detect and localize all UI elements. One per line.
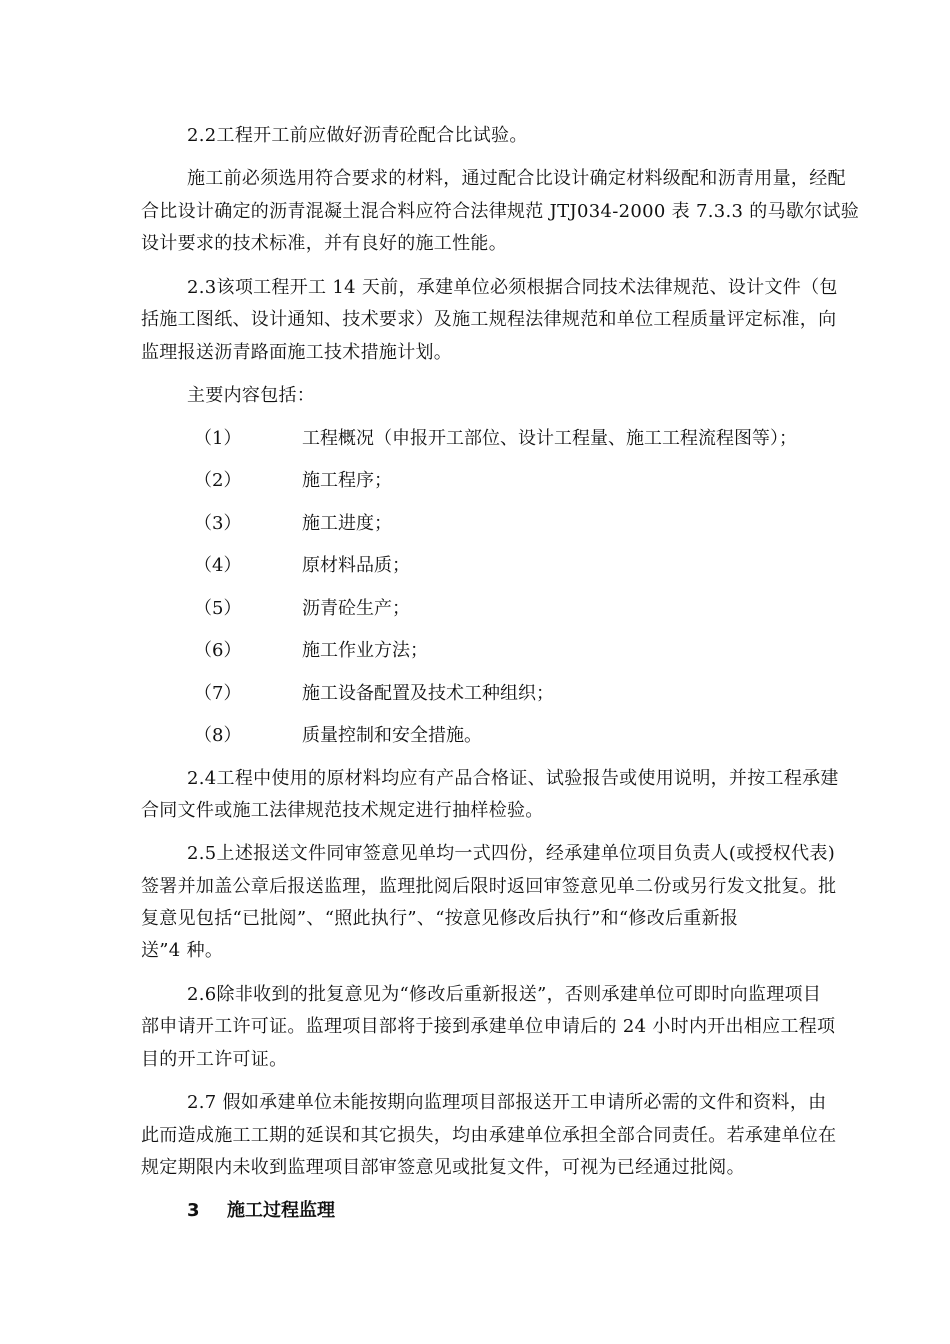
paragraph-2-3-line-3: 监理报送沥青路面施工技术措施计划。 [141, 342, 453, 363]
list-item-text: 工程概况（申报开工部位、设计工程量、施工工程流程图等）； [302, 428, 797, 449]
paragraph-2-7-line-3: 规定期限内未收到监理项目部审签意见或批复文件，可视为已经通过批阅。 [141, 1157, 745, 1178]
paragraph-2-7-line-1: 2.7 假如承建单位未能按期向监理项目部报送开工申请所必需的文件和资料，由 [187, 1092, 827, 1113]
paragraph-2-2b-line-2: 合比设计确定的沥青混凝土混合料应符合法律规范 JTJ034-2000 表 7.3.3 的马歇尔试验 [141, 201, 860, 222]
list-item [194, 427, 797, 451]
list-item-text: 施工进度； [302, 513, 392, 534]
section-number: 3 [187, 1200, 200, 1221]
list-item-text: 沥青砼生产； [302, 598, 410, 619]
list-item [194, 469, 392, 493]
list-item-number: （8） [194, 725, 242, 746]
paragraph-2-3-line-1: 2.3该项工程开工 14 天前，承建单位必须根据合同技术法律规范、设计文件（包 [187, 277, 838, 298]
list-item-text: 原材料品质； [302, 555, 410, 576]
list-item-number: （3） [194, 513, 242, 534]
paragraph-2-6-line-1: 2.6除非收到的批复意见为“修改后重新报送”，否则承建单位可即时向监理项目 [187, 984, 822, 1005]
list-item-number: （7） [194, 683, 242, 704]
paragraph-2-7-line-2: 此而造成施工工期的延误和其它损失，均由承建单位承担全部合同责任。若承建单位在 [141, 1125, 837, 1146]
list-item-text: 施工作业方法； [302, 640, 428, 661]
paragraph-2-3-line-2: 括施工图纸、设计通知、技术要求）及施工规程法律规范和单位工程质量评定标准，向 [141, 309, 837, 330]
paragraph-2-5-line-4: 送”4 种。 [141, 940, 224, 961]
paragraph-2-6-line-2: 部申请开工许可证。监理项目部将于接到承建单位申请后的 24 小时内开出相应工程项 [141, 1016, 836, 1037]
list-item [194, 639, 428, 663]
list-item-text: 质量控制和安全措施。 [302, 725, 482, 746]
list-item [194, 724, 482, 748]
paragraph-2-5-line-1: 2.5上述报送文件同审签意见单均一式四份，经承建单位项目负责人(或授权代表) [187, 843, 836, 864]
paragraph-2-4-line-2: 合同文件或施工法律规范技术规定进行抽样检验。 [141, 800, 544, 821]
list-item [194, 512, 392, 536]
list-item-text: 施工设备配置及技术工种组织； [302, 683, 554, 704]
paragraph-2-6-line-3: 目的开工许可证。 [141, 1049, 288, 1070]
main-content-label: 主要内容包括： [187, 385, 316, 406]
list-item-number: （2） [194, 470, 242, 491]
section-title: 施工过程监理 [227, 1200, 335, 1221]
section-3-heading [187, 1199, 335, 1223]
list-item-number: （1） [194, 428, 242, 449]
list-item [194, 682, 554, 706]
list-item-number: （5） [194, 598, 242, 619]
list-item-number: （6） [194, 640, 242, 661]
list-item [194, 597, 410, 621]
list-item-number: （4） [194, 555, 242, 576]
paragraph-2-2-line-1: 2.2工程开工前应做好沥青砼配合比试验。 [187, 125, 528, 146]
paragraph-2-5-line-3: 复意见包括“已批阅”、“照此执行”、“按意见修改后执行”和“修改后重新报 [141, 908, 739, 929]
paragraph-2-2b-line-1: 施工前必须选用符合要求的材料，通过配合比设计确定材料级配和沥青用量，经配 [187, 168, 846, 189]
paragraph-2-5-line-2: 签署并加盖公章后报送监理，监理批阅后限时返回审签意见单二份或另行发文批复。批 [141, 876, 837, 897]
paragraph-2-4-line-1: 2.4工程中使用的原材料均应有产品合格证、试验报告或使用说明，并按工程承建 [187, 768, 839, 789]
list-item [194, 554, 410, 578]
list-item-text: 施工程序； [302, 470, 392, 491]
paragraph-2-2b-line-3: 设计要求的技术标准，并有良好的施工性能。 [141, 233, 507, 254]
